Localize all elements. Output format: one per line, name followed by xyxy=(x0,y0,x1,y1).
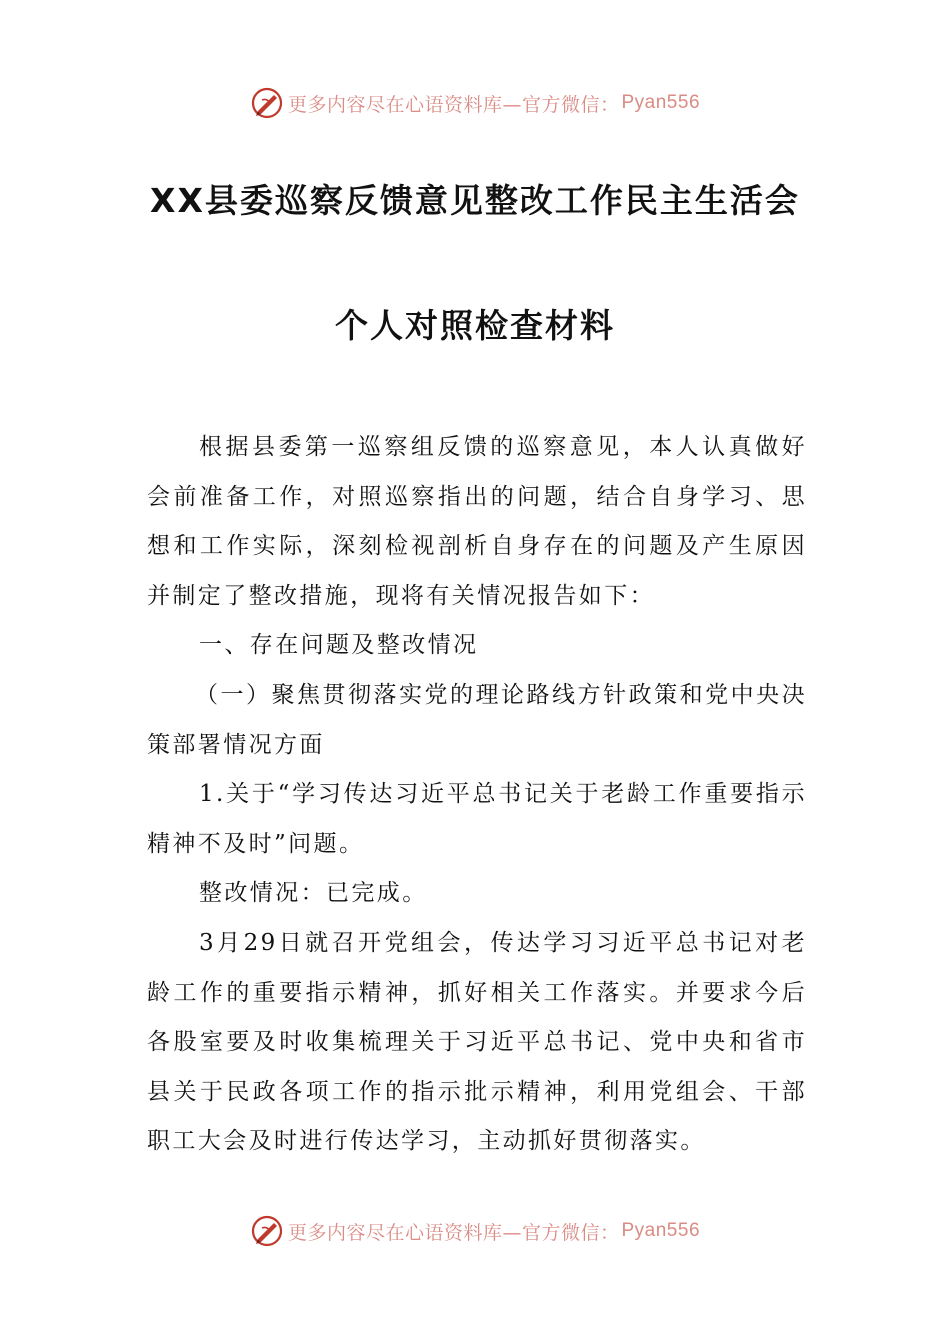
document-title: XX县委巡察反馈意见整改工作民主生活会 xyxy=(150,181,800,220)
issue-item: 1.关于“学习传达习近平总书记关于老龄工作重要指示精神不及时”问题。 xyxy=(147,781,807,857)
watermark-handle: Pyan556 xyxy=(621,1220,701,1241)
document-subtitle: 个人对照检查材料 xyxy=(335,306,615,345)
rectification-status: 整改情况：已完成。 xyxy=(199,880,428,907)
subsection-heading: （一）聚焦贯彻落实党的理论路线方针政策和党中央决策部署情况方面 xyxy=(147,681,807,758)
watermark-handle: Pyan556 xyxy=(621,92,701,113)
watermark-text: 更多内容尽在心语资料库—官方微信： xyxy=(287,1221,620,1244)
section-heading: 一、存在问题及整改情况 xyxy=(199,632,479,659)
pen-circle-logo-icon xyxy=(250,1214,284,1248)
pen-circle-logo-icon xyxy=(250,86,284,120)
paragraph-intro: 根据县委第一巡察组反馈的巡察意见，本人认真做好会前准备工作，对照巡察指出的问题，结合自身学习、思想和工作实际，深刻检视剖析自身存在的问题及产生原因并制定了整改措施，现将有关情况报告如下： xyxy=(147,434,807,609)
document-body xyxy=(147,423,807,1167)
watermark-text: 更多内容尽在心语资料库—官方微信： xyxy=(287,93,620,116)
paragraph-details: 3月29日就召开党组会，传达学习习近平总书记对老龄工作的重要指示精神，抓好相关工作落实。并要求今后各股室要及时收集梳理关于习近平总书记、党中央和省市县关于民政各项工作的指示批示精神，利用党组会、干部职工大会及时进行传达学习，主动抓好贯彻落实。 xyxy=(147,929,807,1155)
watermark-header xyxy=(0,83,950,123)
watermark-footer xyxy=(0,1211,950,1251)
